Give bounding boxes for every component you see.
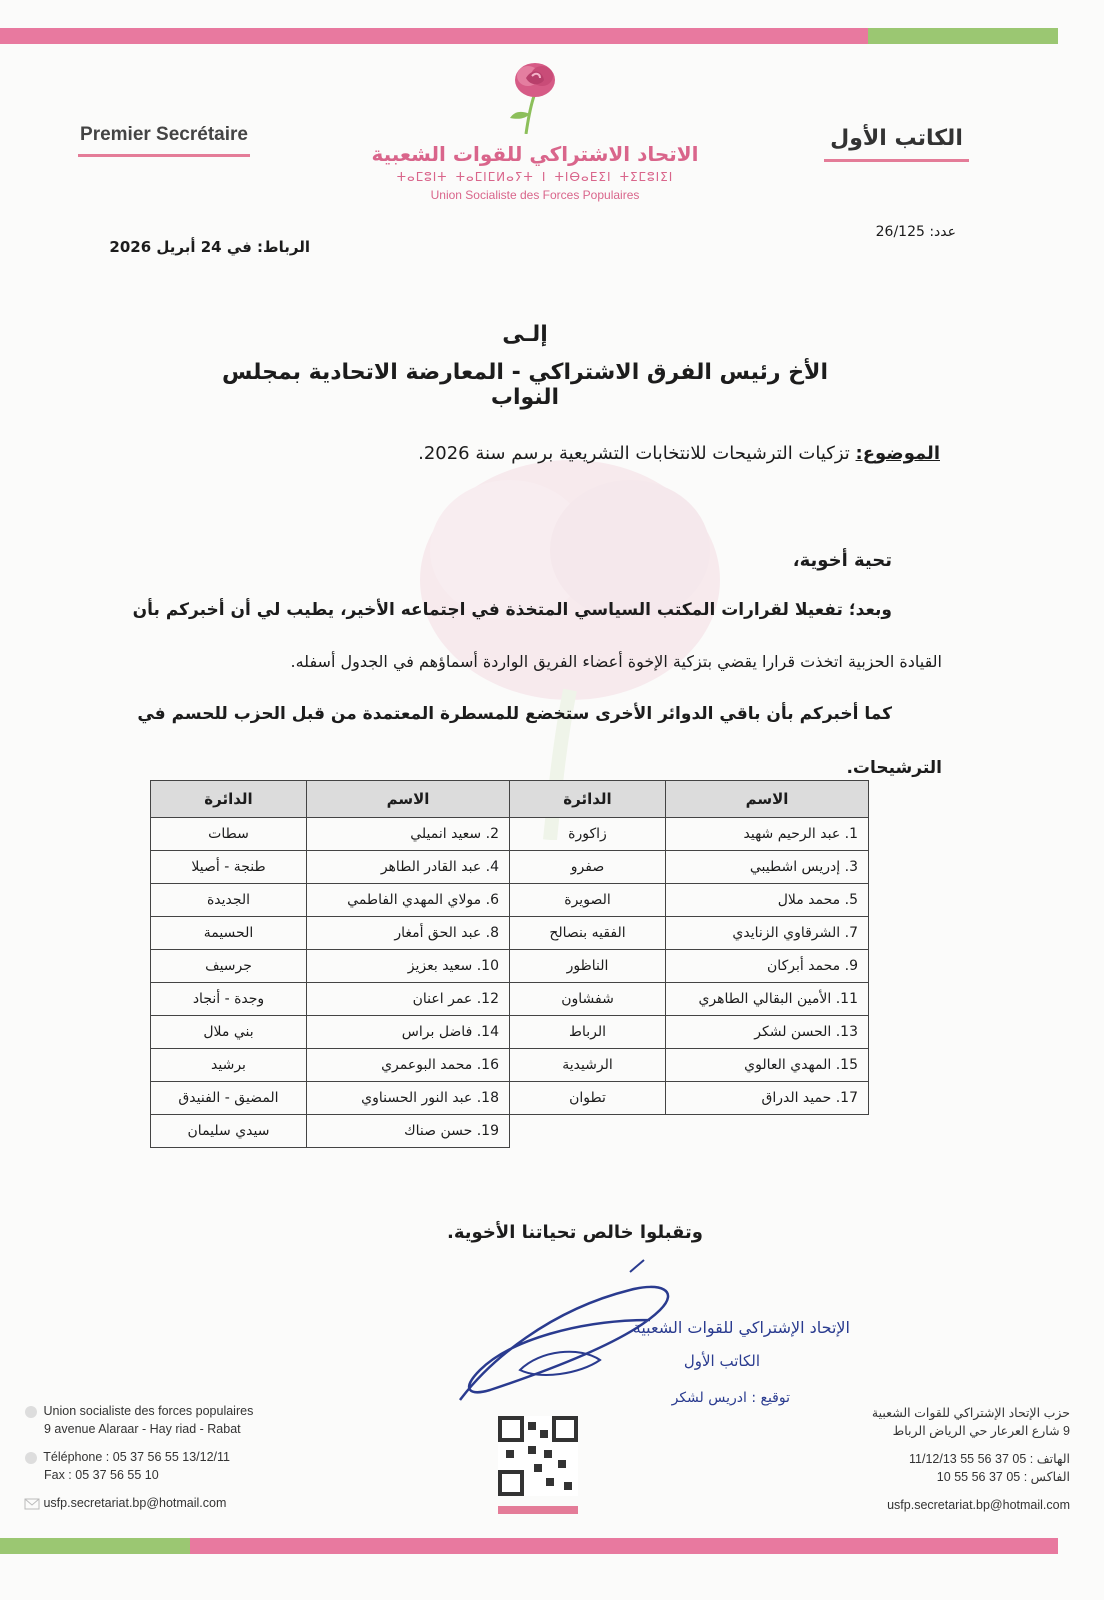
candidate-district: الرباط <box>510 1016 666 1049</box>
candidate-name: 2. سعيد انميلي <box>307 818 510 851</box>
header-right-title-block <box>824 126 969 162</box>
footer-right <box>740 1404 1070 1514</box>
subject-text: تزكيات الترشيحات للانتخابات التشريعية برسم سنة 2026. <box>418 443 850 464</box>
candidate-name: 17. حميد الدراق <box>666 1082 869 1115</box>
place-date: الرباط: في 24 أبريل 2026 <box>109 238 310 256</box>
bottom-band-pink <box>190 1538 1058 1554</box>
table-row <box>151 1016 869 1049</box>
candidate-district: الحسيمة <box>151 917 307 950</box>
col-header-district-2: الدائرة <box>151 781 307 818</box>
header-left-title-block <box>78 124 250 157</box>
candidate-name: 8. عبد الحق أمغار <box>307 917 510 950</box>
candidate-name: 6. مولاي المهدي الفاطمي <box>307 884 510 917</box>
rose-logo-icon <box>490 56 580 134</box>
body-para2-line2: الترشيحات. <box>846 758 942 778</box>
stamp-line-2: الكاتب الأول <box>683 1352 760 1370</box>
candidate-district: صفرو <box>510 851 666 884</box>
subject-label: الموضوع: <box>855 443 940 464</box>
bottom-band-green <box>0 1538 190 1554</box>
candidate-name: 13. الحسن لشكر <box>666 1016 869 1049</box>
candidate-district: زاكورة <box>510 818 666 851</box>
katib-awal-label: الكاتب الأول <box>830 126 963 151</box>
org-name-french: Union Socialiste des Forces Populaires <box>430 188 640 202</box>
table-row-last <box>151 1115 869 1148</box>
candidate-name: 3. إدريس اشطيبي <box>666 851 869 884</box>
col-header-district-1: الدائرة <box>510 781 666 818</box>
location-icon <box>24 1405 40 1419</box>
header-left-underline <box>78 154 250 157</box>
candidate-district: تطوان <box>510 1082 666 1115</box>
candidate-district: برشيد <box>151 1049 307 1082</box>
closing-line: وتقبلوا خالص تحياتنا الأخوية. <box>447 1222 703 1243</box>
col-header-name-2: الاسم <box>307 781 510 818</box>
candidate-district: طنجة - أصيلا <box>151 851 307 884</box>
body-para1-line1-text: وبعد؛ تفعيلا لقرارات المكتب السياسي المتخذة في اجتماعه الأخير، يطيب لي أن أخبركم بأن <box>132 600 892 620</box>
candidates-table <box>150 780 869 1148</box>
body-para1-line1 <box>100 600 892 620</box>
candidate-name: 12. عمر اعنان <box>307 983 510 1016</box>
candidate-name: 7. الشرقاوي الزنايدي <box>666 917 869 950</box>
table-row <box>151 1049 869 1082</box>
candidate-name: 4. عبد القادر الطاهر <box>307 851 510 884</box>
col-header-name-1: الاسم <box>666 781 869 818</box>
stamp-line-3: توقيع : ادريس لشكر <box>671 1390 790 1406</box>
header-right-underline <box>824 159 969 162</box>
candidate-district: الرشيدية <box>510 1049 666 1082</box>
footer-left-line2: 9 avenue Alaraar - Hay riad - Rabat <box>44 1422 241 1436</box>
footer-left-phone: Téléphone : 05 37 56 55 13/12/11 <box>43 1450 230 1464</box>
footer-left <box>24 1402 334 1512</box>
footer-left-contact <box>24 1448 334 1484</box>
footer-left-line1: Union socialiste des forces populaires <box>43 1404 254 1418</box>
to-label: إلـى <box>502 322 548 347</box>
candidate-district: شفشاون <box>510 983 666 1016</box>
table-row <box>151 983 869 1016</box>
candidate-district: الجديدة <box>151 884 307 917</box>
body-para2-line1: كما أخبركم بأن باقي الدوائر الأخرى ستخضع للمسطرة المعتمدة من قبل الحزب للحسم في <box>137 704 892 724</box>
footer-right-phone: الهاتف : 05 37 56 55 11/12/13 <box>909 1452 1070 1466</box>
table-row <box>151 884 869 917</box>
candidate-name: 19. حسن صناك <box>307 1115 510 1148</box>
party-logo-block <box>370 56 700 202</box>
stamp-line-1: الإتحاد الإشتراكي للقوات الشعبية <box>632 1318 850 1337</box>
phone-icon <box>24 1451 40 1465</box>
qr-code-block <box>498 1416 578 1514</box>
empty-cell <box>510 1115 666 1148</box>
table-row <box>151 851 869 884</box>
candidate-district: الصويرة <box>510 884 666 917</box>
top-band-pink <box>0 28 868 44</box>
table-row <box>151 818 869 851</box>
candidate-district: سطات <box>151 818 307 851</box>
table-row <box>151 950 869 983</box>
candidate-name: 9. محمد أبركان <box>666 950 869 983</box>
top-band-green <box>868 28 1058 44</box>
candidates-table-wrap <box>150 780 869 1148</box>
candidate-district: وجدة - أنجاد <box>151 983 307 1016</box>
org-name-tifinagh: ⵜⴰⵎⵓⵏⵜ ⵜⴰⵎⵏⵎⵍⴰⵢⵜ ⵏ ⵜⵏⴱⴰⴹⵉⵏ ⵜⵉⵎⵓⵏⵉⵏ <box>396 170 674 184</box>
footer-left-email-row <box>24 1494 334 1512</box>
candidate-name: 16. محمد البوعمري <box>307 1049 510 1082</box>
candidate-name: 5. محمد ملال <box>666 884 869 917</box>
candidate-name: 10. سعيد بعزيز <box>307 950 510 983</box>
recipient-line: الأخ رئيس الفرق الاشتراكي - المعارضة الاتحادية بمجلس النواب <box>222 360 828 410</box>
candidate-district: الناظور <box>510 950 666 983</box>
candidate-district: المضيق - الفنيدق <box>151 1082 307 1115</box>
candidate-name: 18. عبد النور الحسناوي <box>307 1082 510 1115</box>
candidate-district: الفقيه بنصالح <box>510 917 666 950</box>
candidate-district: بني ملال <box>151 1016 307 1049</box>
footer-right-line1: حزب الإتحاد الإشتراكي للقوات الشعبية <box>871 1406 1070 1420</box>
premier-secretaire-label: Premier Secrétaire <box>80 124 248 145</box>
qr-pink-bar <box>498 1506 578 1514</box>
body-para1-line2: القيادة الحزبية اتخذت قرارا يقضي بتزكية الإخوة أعضاء الفريق الواردة أسماؤهم في الجدول أسفله. <box>290 652 942 671</box>
candidate-district: سيدي سليمان <box>151 1115 307 1148</box>
footer-right-email[interactable]: usfp.secretariat.bp@hotmail.com <box>887 1498 1070 1512</box>
empty-cell <box>666 1115 869 1148</box>
qr-code-icon <box>498 1416 578 1496</box>
table-row <box>151 917 869 950</box>
candidate-district: جرسيف <box>151 950 307 983</box>
footer-left-email[interactable]: usfp.secretariat.bp@hotmail.com <box>43 1496 227 1510</box>
email-icon <box>24 1497 40 1511</box>
footer-left-address <box>24 1402 334 1438</box>
footer-left-fax: Fax : 05 37 56 55 10 <box>44 1468 159 1482</box>
footer-right-fax: الفاكس : 05 37 56 55 10 <box>936 1470 1070 1484</box>
footer-right-line2: 9 شارع العرعار حي الرياض الرباط <box>892 1424 1070 1438</box>
org-name-arabic: الاتحاد الاشتراكي للقوات الشعبية <box>371 142 699 166</box>
candidate-name: 1. عبد الرحيم شهيد <box>666 818 869 851</box>
table-row <box>151 1082 869 1115</box>
greeting: تحية أخوية، <box>792 550 892 571</box>
candidate-name: 11. الأمين البقالي الطاهري <box>666 983 869 1016</box>
candidate-name: 14. فاضل براس <box>307 1016 510 1049</box>
table-header-row <box>151 781 869 818</box>
subject-line <box>320 443 940 464</box>
reference-number: عدد: 26/125 <box>875 224 956 240</box>
candidate-name: 15. المهدي العالوي <box>666 1049 869 1082</box>
